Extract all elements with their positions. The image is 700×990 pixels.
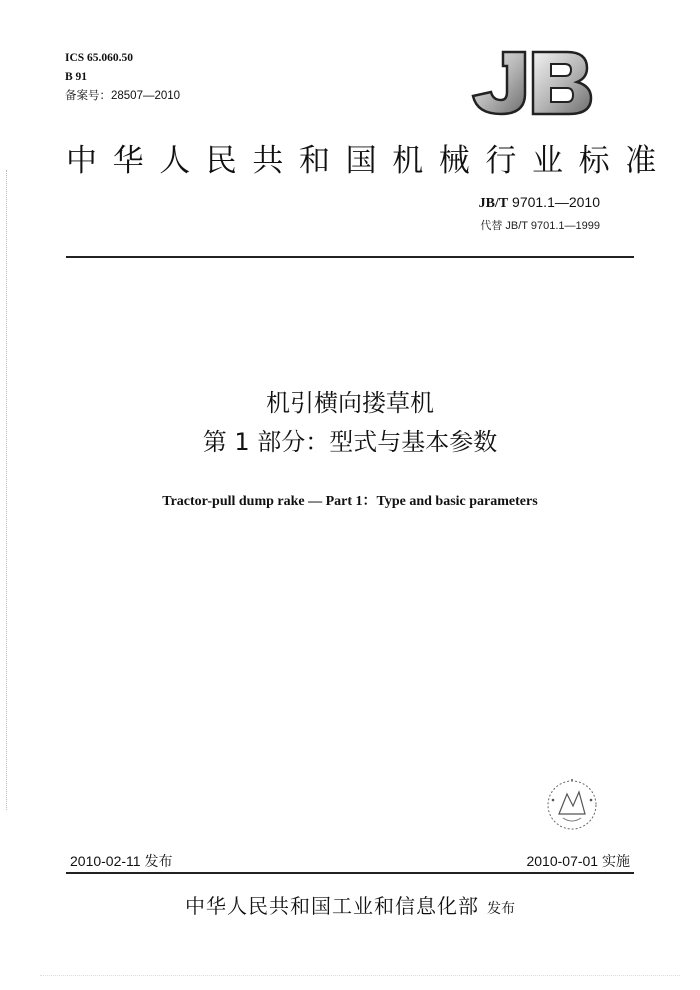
scan-edge-artifact (6, 170, 8, 810)
standards-seal (537, 770, 607, 840)
issue-date: 2010-02-11 发布 (70, 853, 173, 869)
publisher-org: 中华人民共和国工业和信息化部 (185, 894, 479, 918)
footer-divider (66, 872, 634, 874)
jb-logo (463, 48, 593, 118)
implementation-date: 2010-07-01 实施 (526, 853, 630, 869)
replaces-standard: 代替 JB/T 9701.1—1999 (480, 220, 600, 232)
jb-logo-graphic (463, 48, 593, 118)
ics-code: ICS 65.060.50 (65, 52, 134, 64)
filing-number: 备案号：28507—2010 (65, 90, 181, 102)
seal-graphic (537, 770, 607, 840)
document-title-cn: 机引横向搂草机 (266, 389, 434, 417)
publisher-line (0, 890, 700, 919)
industry-standard-title: 中华人民共和国机械行业标准 (66, 143, 672, 179)
document-subtitle-cn: 第 1 部分：型式与基本参数 (202, 428, 498, 456)
classification-block (65, 49, 180, 106)
standard-number-value: 9701.1—2010 (508, 194, 600, 210)
standard-prefix: JB/T (478, 196, 509, 211)
document-title-en: Tractor-pull dump rake — Part 1：Type and basic parameters (162, 494, 538, 509)
standard-number (479, 194, 600, 212)
header-divider (66, 256, 634, 258)
scan-bottom-artifact (40, 975, 680, 976)
class-code: B 91 (65, 71, 88, 83)
publisher-action: 发布 (487, 901, 515, 917)
